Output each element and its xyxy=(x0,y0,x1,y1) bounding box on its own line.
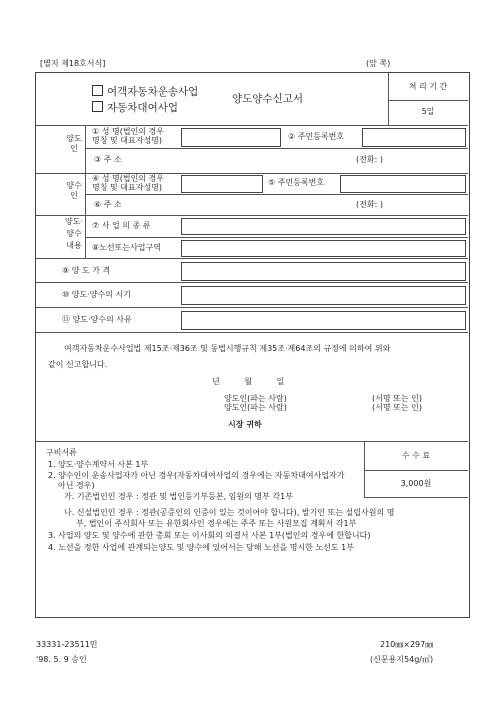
route-area-field[interactable] xyxy=(181,240,466,257)
statement-date: 년 월 일 xyxy=(212,377,285,386)
transfer-reason-field[interactable] xyxy=(181,311,466,330)
signer-1-label: 양도인(파는 사람) xyxy=(224,394,287,403)
statement-line-2: 같이 신고합니다. xyxy=(48,360,108,369)
transferee-name-label: ④ 성 명(법인의 경우 명칭 및 대표자성명) xyxy=(92,174,165,192)
transferee-section-label: 양수인 xyxy=(66,181,82,200)
page-side: (앞 쪽) xyxy=(366,59,391,68)
fee-value: 3,000원 xyxy=(400,479,432,488)
checkbox-car-rental[interactable] xyxy=(92,101,178,115)
doc-item-1: 1. 양도·양수계약서 사본 1부 xyxy=(48,460,149,469)
transferor-reg-field[interactable] xyxy=(362,128,466,147)
checkbox-passenger-transport[interactable] xyxy=(92,85,198,99)
option-label: 자동차대여사업 xyxy=(107,102,179,114)
doc-item-3: 3. 사업의 양도 및 양수에 관한 총회 또는 이사회의 의결서 사본 1부(법인의 경우에 한합니다) xyxy=(48,531,371,540)
route-area-label: ⑧노선또는사업구역 xyxy=(92,243,161,252)
transferor-name-label: ① 성 명(법인의 경우 명칭 및 대표자성명) xyxy=(92,127,165,145)
processing-period-value: 5일 xyxy=(421,107,435,116)
signer-1-mark: (서명 또는 인) xyxy=(372,394,422,403)
doc-item-2-line-2: 아닌 경우) xyxy=(58,481,95,490)
form-code: 33331-23511민 xyxy=(36,640,98,649)
transferor-name-field[interactable] xyxy=(181,128,281,147)
price-field[interactable] xyxy=(181,262,466,281)
checkbox-icon xyxy=(92,101,103,112)
paper-size: 210㎜×297㎜ xyxy=(380,640,434,649)
transferor-address-label: ③ 주 소 xyxy=(94,155,122,164)
transferee-name-field[interactable] xyxy=(181,175,263,193)
paper-type: (신문용지54g/㎡) xyxy=(370,655,434,664)
fee-label: 수 수 료 xyxy=(401,451,431,460)
addressee: 시장 귀하 xyxy=(228,420,262,429)
required-docs-title: 구비서류 xyxy=(46,448,77,457)
transferor-section-label: 양도인 xyxy=(66,134,82,153)
price-label: ⑨ 양 도 가 격 xyxy=(62,266,111,275)
form-number: [별지 제18호서식] xyxy=(40,59,106,68)
doc-item-4: 4. 노선을 정한 사업에 관계되는양도 및 양수에 있어서는 당해 노선을 명시한 노선도 1부 xyxy=(48,543,354,552)
approval-date: '98. 5. 9 승인 xyxy=(36,655,87,664)
transferee-reg-field[interactable] xyxy=(340,175,466,193)
transferor-phone-label: (전화: ) xyxy=(356,155,383,164)
checkbox-icon xyxy=(92,85,103,96)
transferee-address-label: ⑥ 주 소 xyxy=(94,200,122,209)
doc-item-2-line-1: 2. 양수인이 운송사업자가 아닌 경우(자동차대여사업의 경우에는 자동차대여사업자가 xyxy=(48,471,345,480)
content-section-label: 양도· 양수 내용 xyxy=(65,217,83,250)
transfer-time-label: ⑩ 양도·양수의 시기 xyxy=(62,290,131,299)
transfer-time-field[interactable] xyxy=(181,286,466,305)
business-type-label: ⑦ 사 업 의 종 류 xyxy=(92,221,151,230)
transfer-reason-label: ⑪ 양도·양수의 사유 xyxy=(62,315,132,324)
doc-item-2b-line-1: 나. 신설법인인 경우 : 정관(공증인의 인증이 있는 것이어야 합니다), 발기인 또는 설립사원의 명 xyxy=(64,508,395,517)
form-title: 양도양수신고서 xyxy=(232,93,304,105)
signer-2-mark: (서명 또는 인) xyxy=(372,403,422,412)
option-label: 여객자동차운송사업 xyxy=(107,86,199,98)
signer-2-label: 양도인(파는 사람) xyxy=(224,403,287,412)
transferee-reg-label: ⑤ 주민등록번호 xyxy=(268,178,325,187)
doc-item-2b-line-2: 부, 법인이 주식회사 또는 유한회사인 경우에는 주주 또는 사원모집 계획서 각1부 xyxy=(76,519,357,528)
statement-line-1: 여객자동차운수사업법 제15조·제36조 및 동법시행규칙 제35조·제64조의 규정에 의하여 위와 xyxy=(64,344,391,353)
doc-item-2a: 가. 기존법인인 경우 : 정관 및 법인등기부등본, 임원의 명부 각1부 xyxy=(64,492,293,501)
transferor-reg-label: ② 주민등록번호 xyxy=(288,132,345,141)
transferee-phone-label: (전화: ) xyxy=(356,200,383,209)
processing-period-label: 처 리 기 간 xyxy=(408,82,448,91)
business-type-field[interactable] xyxy=(181,218,466,235)
